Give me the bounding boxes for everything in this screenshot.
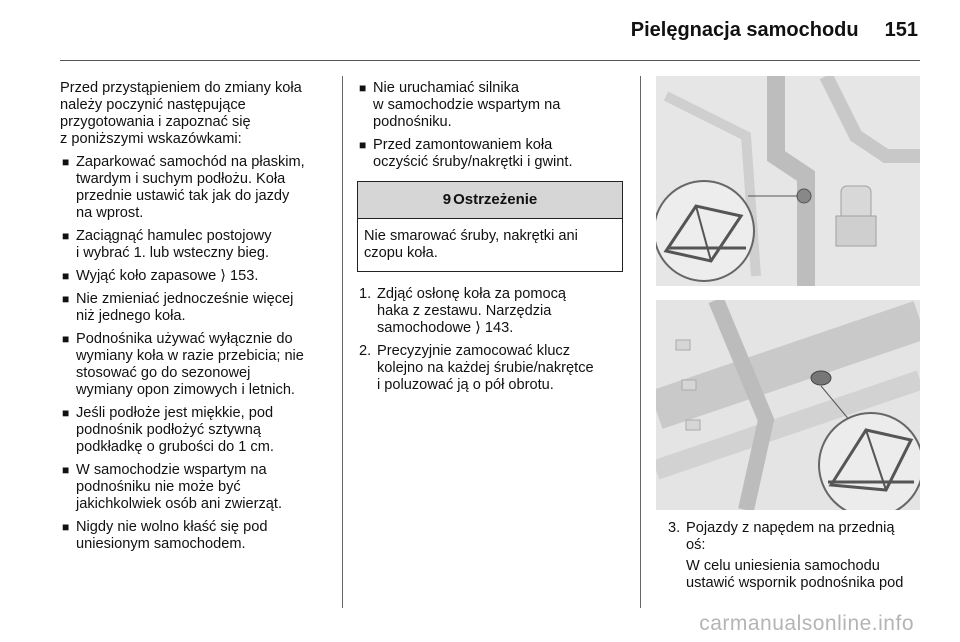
bullet-icon: ■ — [62, 463, 70, 477]
warning-header — [358, 182, 622, 219]
column-2 — [357, 80, 623, 400]
step-number: 2. — [359, 343, 372, 359]
column-separator-1 — [342, 76, 343, 608]
bullet-icon: ■ — [62, 155, 70, 169]
jack-position-drawing — [656, 76, 920, 286]
step-list — [357, 286, 623, 394]
page-number: 151 — [884, 19, 918, 41]
warning-body: Nie smarować śruby, nakrętki ani czopu koła. — [364, 228, 578, 261]
header-rule — [60, 60, 920, 61]
jack-illustration-top — [656, 76, 920, 286]
page-header — [631, 19, 918, 42]
safety-list — [357, 80, 623, 171]
warning-title: Ostrzeżenie — [453, 191, 538, 208]
bullet-icon: ■ — [62, 406, 70, 420]
cross-reference-link[interactable]: samochodowe ⟩ 143. — [377, 320, 514, 336]
watermark: carmanualsonline.info — [699, 612, 914, 635]
list-item: ■ W samochodzie wspartym na podnośniku nie może być jakichkolwiek osób ani zwierząt. — [62, 462, 283, 512]
step-item: 3. Pojazdy z napędem na przednią oś: — [668, 520, 895, 553]
page-title: Pielęgnacja samochodu — [630, 19, 859, 41]
list-item: ■ Nie uruchamiać silnika w samochodzie wspartym na podnośniku. — [359, 80, 561, 130]
list-item: ■ Zaciągnąć hamulec postojowy i wybrać 1. lub wsteczny bieg. — [62, 228, 272, 261]
cross-reference-link[interactable]: Wyjąć koło zapasowe ⟩ 153. — [76, 268, 259, 284]
list-item: ■ Podnośnika używać wyłącznie do wymiany koła w razie przebicia; nie stosować go do sezonowej wymiany opon zimowych i letnich. — [62, 331, 304, 398]
step-number: 3. — [668, 520, 681, 536]
list-item: ■ Jeśli podłoże jest miękkie, pod podnośnik podłożyć sztywną podkładkę o grubości do 1 cm. — [62, 405, 274, 455]
bullet-icon: ■ — [62, 520, 70, 534]
list-item — [60, 268, 332, 285]
bullet-icon: ■ — [62, 292, 70, 306]
column-3 — [666, 520, 930, 598]
list-item: ■ Przed zamontowaniem koła oczyścić śruby/nakrętki i gwint. — [359, 137, 573, 170]
bullet-icon: ■ — [359, 138, 367, 152]
step-number: 1. — [359, 286, 372, 302]
precaution-list — [60, 154, 332, 553]
column-separator-2 — [640, 76, 641, 608]
bullet-icon: ■ — [62, 229, 70, 243]
intro-paragraph: Przed przystąpieniem do zmiany koła należy poczynić następujące przygotowania i zapoznać się z poniższymi wskazówkami: — [60, 80, 302, 147]
step-list — [666, 520, 930, 554]
step-subtext: W celu uniesienia samochodu ustawić wspornik podnośnika pod — [686, 558, 904, 591]
list-item: ■ Nie zmieniać jednocześnie więcej niż jednego koła. — [62, 291, 294, 324]
step-item: 1. Zdjąć osłonę koła za pomocą haka z zestawu. Narzędzia samochodowe ⟩ 143. — [359, 286, 567, 336]
column-1 — [60, 80, 332, 559]
list-item: ■ Nigdy nie wolno kłaść się pod uniesionym samochodem. — [62, 519, 268, 552]
warning-box — [357, 181, 623, 272]
list-item: ■ Zaparkować samochód na płaskim, twardym i suchym podłożu. Koła przednie ustawić tak jak do jazdy na wprost. — [62, 154, 305, 221]
warning-triangle-icon: 9 — [442, 191, 452, 208]
bullet-icon: ■ — [62, 332, 70, 346]
bullet-icon: ■ — [359, 81, 367, 95]
step-item: 2. Precyzyjnie zamocować klucz kolejno na każdej śrubie/nakrętce i poluzować ją o pół obrotu. — [359, 343, 594, 393]
bullet-icon: ■ — [62, 269, 70, 283]
jack-mount-point-drawing — [656, 300, 920, 510]
jack-illustration-bottom — [656, 300, 920, 510]
